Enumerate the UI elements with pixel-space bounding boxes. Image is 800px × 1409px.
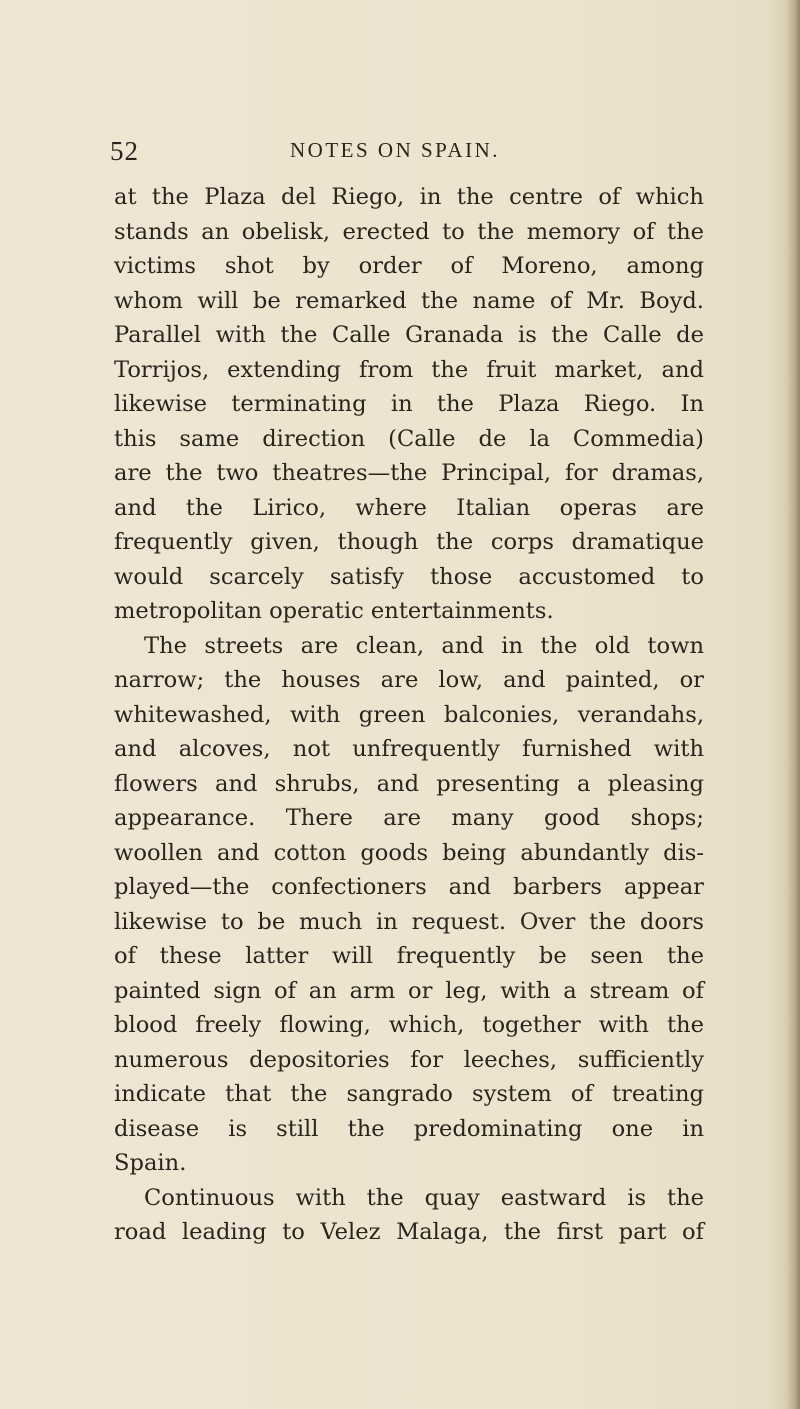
text-line: painted sign of an arm or leg, with a stream of	[114, 977, 704, 1004]
body-text	[114, 180, 704, 1250]
text-line: road leading to Velez Malaga, the first part of	[114, 1219, 704, 1245]
text-line: appearance. There are many good shops;	[114, 805, 704, 831]
text-line: woollen and cotton goods being abundantly dis-	[114, 839, 704, 866]
text-line: indicate that the sangrado system of treating	[114, 1081, 704, 1107]
text-line: Spain.	[114, 1150, 187, 1176]
text-line: are the two theatres—the Principal, for dramas,	[114, 460, 704, 486]
text-line: blood freely flowing, which, together with the	[114, 1012, 704, 1038]
text-line: victims shot by order of Moreno, among	[114, 253, 704, 279]
text-line: and the Lirico, where Italian operas are	[114, 494, 704, 521]
page-header	[110, 136, 710, 168]
text-line: Parallel with the Calle Granada is the Calle de	[114, 322, 704, 348]
text-line: frequently given, though the corps dramatique	[114, 529, 704, 555]
page-edge-shadow	[786, 0, 800, 1409]
text-line: numerous depositories for leeches, sufficiently	[114, 1046, 704, 1073]
text-line: metropolitan operatic entertainments.	[114, 598, 554, 624]
text-line: stands an obelisk, erected to the memory of the	[114, 218, 704, 245]
running-head: NOTES ON SPAIN.	[290, 138, 501, 162]
text-line: likewise to be much in request. Over the doors	[114, 908, 704, 935]
text-line: disease is still the predominating one in	[114, 1115, 704, 1142]
text-line: whitewashed, with green balconies, verandahs,	[114, 701, 704, 728]
text-line: and alcoves, not unfrequently furnished with	[114, 736, 704, 762]
text-line: of these latter will frequently be seen the	[114, 943, 704, 969]
text-line: narrow; the houses are low, and painted, or	[114, 667, 704, 693]
text-line: Torrijos, extending from the fruit market, and	[114, 356, 704, 383]
text-line: this same direction (Calle de la Commedia)	[114, 425, 704, 452]
text-line: at the Plaza del Riego, in the centre of which	[114, 184, 704, 210]
text-line: whom will be remarked the name of Mr. Boyd.	[114, 287, 704, 314]
text-line: flowers and shrubs, and presenting a pleasing	[114, 770, 704, 797]
text-line: The streets are clean, and in the old town	[144, 632, 704, 659]
page-number: 52	[110, 136, 139, 166]
text-line: would scarcely satisfy those accustomed to	[114, 563, 704, 590]
text-line: played—the confectioners and barbers appear	[114, 874, 704, 900]
text-line: Continuous with the quay eastward is the	[144, 1184, 704, 1211]
text-line: likewise terminating in the Plaza Riego. In	[114, 391, 704, 417]
